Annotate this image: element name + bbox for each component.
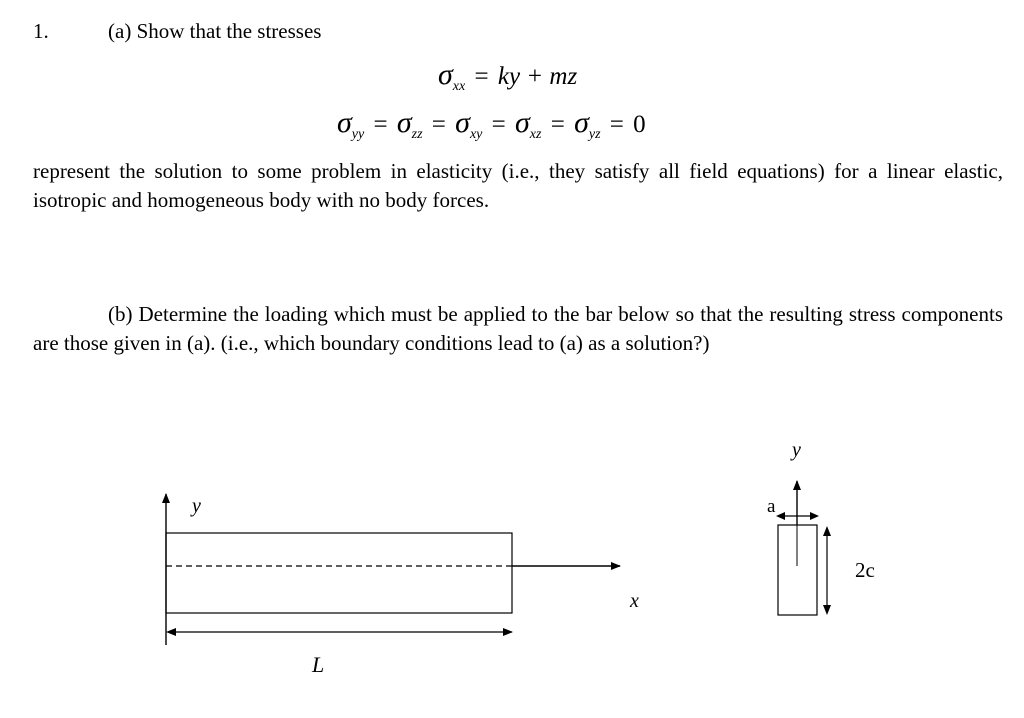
- bar-outline: [166, 533, 512, 613]
- y-axis-label: y: [192, 495, 201, 517]
- height-arrow-top: [823, 526, 831, 536]
- sigma-symbol: σ: [396, 106, 412, 139]
- cross-section-view: [767, 439, 875, 615]
- height-arrow-bottom: [823, 605, 831, 615]
- rhs-expression: ky + mz: [497, 63, 578, 90]
- subscript: xy: [469, 127, 483, 142]
- subscript: yz: [588, 127, 601, 142]
- side-view: [166, 494, 639, 677]
- problem-number: 1.: [33, 19, 49, 43]
- equals-sign: =: [474, 63, 489, 90]
- length-label: L: [312, 652, 325, 677]
- equals-sign: =: [550, 111, 565, 138]
- x-axis-label: x: [630, 590, 639, 612]
- width-arrow-left: [776, 512, 785, 520]
- subscript: xx: [452, 79, 466, 94]
- section-height-label: 2c: [855, 558, 875, 582]
- subscript: xz: [529, 127, 542, 142]
- section-width-label: a: [767, 496, 776, 517]
- equals-sign: =: [431, 111, 446, 138]
- part-b-text: Determine the loading which must be applied to the bar below so that the resulting stress components are those given in (a). (i.e., which boundary conditions lead to (a) as a solution?): [33, 302, 1003, 355]
- part-b-label: (b): [108, 302, 133, 326]
- sigma-symbol: σ: [515, 106, 530, 139]
- subscript: zz: [411, 127, 423, 142]
- rhs-zero: 0: [633, 111, 646, 138]
- width-arrow-right: [810, 512, 819, 520]
- sigma-symbol: σ: [455, 106, 470, 139]
- sigma-symbol: σ: [337, 106, 352, 139]
- part-a-intro-text: Show that the stresses: [136, 19, 322, 43]
- length-arrow-left: [166, 628, 176, 636]
- part-a-label: (a): [108, 19, 132, 43]
- equals-sign: =: [491, 111, 506, 138]
- equals-sign: =: [609, 111, 624, 138]
- subscript: yy: [351, 127, 365, 142]
- equals-sign: =: [373, 111, 388, 138]
- sigma-symbol: σ: [438, 58, 453, 91]
- section-y-label: y: [792, 439, 801, 461]
- part-a-statement: represent the solution to some problem in elasticity (i.e., they satisfy all field equations) for a linear elastic, isotropic and homogeneous body with no body forces.: [33, 159, 1003, 212]
- sigma-symbol: σ: [574, 106, 589, 139]
